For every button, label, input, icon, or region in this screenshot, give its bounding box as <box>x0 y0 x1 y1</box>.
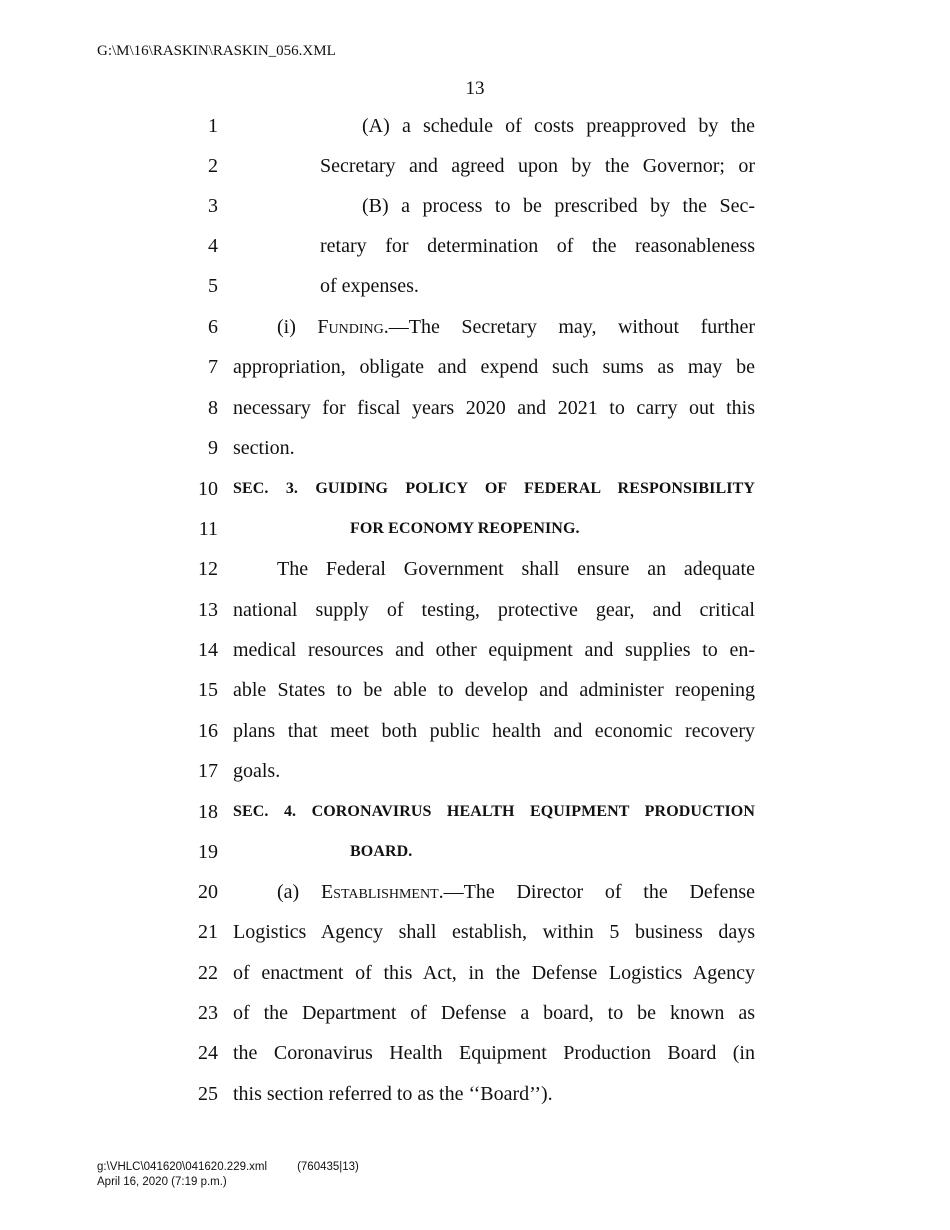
bill-line <box>0 347 950 387</box>
bill-line <box>0 751 950 791</box>
bill-line <box>0 630 950 670</box>
line-text: medical resources and other equipment and supplies to en- <box>233 639 755 661</box>
line-number: 11 <box>198 518 218 540</box>
line-number: 2 <box>208 155 218 177</box>
line-number: 8 <box>208 397 218 419</box>
line-number: 4 <box>208 235 218 257</box>
line-text: of enactment of this Act, in the Defense Logistics Agency <box>233 962 755 984</box>
line-text: appropriation, obligate and expend such sums as may be <box>233 356 755 378</box>
page-number: 13 <box>465 78 485 99</box>
subsection-heading: Establishment <box>320 881 439 903</box>
line-number: 5 <box>208 275 218 297</box>
line-text: retary for determination of the reasonableness <box>320 235 755 257</box>
subsection-label: (a) <box>277 881 321 903</box>
bill-line <box>0 106 950 146</box>
line-text: the Coronavirus Health Equipment Production Board (in <box>233 1042 755 1064</box>
line-number: 18 <box>198 801 218 823</box>
bill-line <box>0 146 950 186</box>
line-text: of expenses. <box>320 275 419 297</box>
line-number: 1 <box>208 115 218 137</box>
line-text: The Federal Government shall ensure an adequate <box>277 558 755 580</box>
line-number: 15 <box>198 679 218 701</box>
line-number: 23 <box>198 1002 218 1024</box>
bill-line <box>0 832 950 872</box>
line-text: able States to be able to develop and administer reopening <box>233 679 755 701</box>
subsection-text: .—The Director of the Defense <box>438 881 755 903</box>
bill-line <box>0 428 950 468</box>
line-text: Secretary and agreed upon by the Governor; or <box>320 155 755 177</box>
bill-line <box>0 226 950 266</box>
bill-line <box>0 953 950 993</box>
line-text: of the Department of Defense a board, to be known as <box>233 1002 755 1024</box>
bill-line <box>0 670 950 710</box>
section-heading: FOR ECONOMY REOPENING. <box>350 520 580 537</box>
document-path-header: G:\M\16\RASKIN\RASKIN_056.XML <box>97 43 336 59</box>
line-text <box>277 307 755 347</box>
footer-file-path: g:\VHLC\041620\041620.229.xml <box>97 1161 268 1173</box>
line-number: 13 <box>198 599 218 621</box>
line-text: goals. <box>233 760 281 782</box>
bill-line <box>0 711 950 751</box>
line-text: Logistics Agency shall establish, within 5 business days <box>233 921 755 943</box>
bill-line <box>0 186 950 226</box>
line-text <box>277 872 755 912</box>
bill-line <box>0 792 950 832</box>
line-text: (B) a process to be prescribed by the Sec- <box>362 195 755 217</box>
line-number: 9 <box>208 437 218 459</box>
bill-line <box>0 549 950 589</box>
line-number: 12 <box>198 558 218 580</box>
bill-line <box>0 993 950 1033</box>
bill-line <box>0 912 950 952</box>
line-text: section. <box>233 437 295 459</box>
bill-line <box>0 872 950 912</box>
line-number: 14 <box>198 639 218 661</box>
bill-line <box>0 1074 950 1114</box>
line-text: national supply of testing, protective gear, and critical <box>233 599 755 621</box>
document-footer <box>97 1160 359 1190</box>
line-number: 24 <box>198 1042 218 1064</box>
footer-doc-code: (760435|13) <box>297 1161 359 1173</box>
line-text: necessary for fiscal years 2020 and 2021 to carry out this <box>233 397 755 419</box>
bill-line <box>0 1033 950 1073</box>
line-number: 3 <box>208 195 218 217</box>
line-number: 25 <box>198 1083 218 1105</box>
line-number: 22 <box>198 962 218 984</box>
line-number: 6 <box>208 316 218 338</box>
line-number: 21 <box>198 921 218 943</box>
line-text: (A) a schedule of costs preapproved by the <box>362 115 755 137</box>
bill-line <box>0 307 950 347</box>
bill-line <box>0 469 950 509</box>
line-text: this section referred to as the ‘‘Board’’). <box>233 1083 553 1105</box>
line-text: plans that meet both public health and economic recovery <box>233 720 755 742</box>
bill-line <box>0 590 950 630</box>
line-number: 16 <box>198 720 218 742</box>
line-number: 19 <box>198 841 218 863</box>
bill-line <box>0 509 950 549</box>
subsection-heading: Funding <box>317 316 384 338</box>
section-heading: BOARD. <box>350 843 413 860</box>
line-number: 10 <box>198 478 218 500</box>
bill-line <box>0 388 950 428</box>
section-heading: SEC. 3. GUIDING POLICY OF FEDERAL RESPONSIBILITY <box>233 480 755 497</box>
bill-line <box>0 266 950 306</box>
line-number: 7 <box>208 356 218 378</box>
subsection-text: .—The Secretary may, without further <box>383 316 755 338</box>
subsection-label: (i) <box>277 316 318 338</box>
line-number: 20 <box>198 881 218 903</box>
section-heading: SEC. 4. CORONAVIRUS HEALTH EQUIPMENT PRODUCTION <box>233 803 755 820</box>
line-number: 17 <box>198 760 218 782</box>
footer-date: April 16, 2020 (7:19 p.m.) <box>97 1176 227 1188</box>
